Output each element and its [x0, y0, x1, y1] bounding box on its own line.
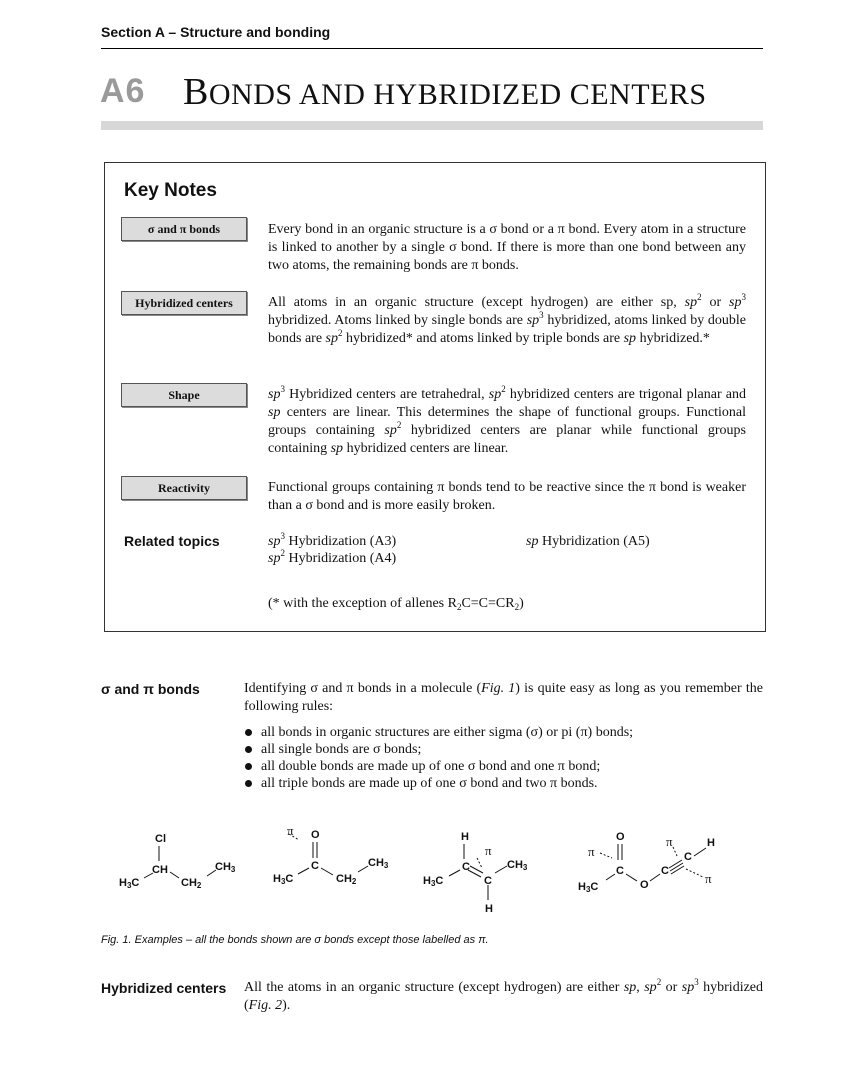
atom-c: C	[462, 861, 470, 873]
svg-text:CH3: CH3	[368, 857, 389, 870]
note-label-shape: Shape	[121, 383, 247, 407]
atom-cl: Cl	[155, 833, 166, 845]
svg-text:CH2: CH2	[181, 877, 202, 890]
atom-o: O	[616, 831, 625, 843]
sigma-pi-intro: Identifying σ and π bonds in a molecule (Fig. 1) is quite easy as long as you remember the following rules:	[244, 681, 763, 714]
atom-ch3: CH	[507, 859, 523, 871]
note-text-reactivity: Functional groups containing π bonds tend to be reactive since the π bond is weaker than a σ bond and is more easily broken.	[268, 480, 746, 513]
atom-ch2: CH	[336, 873, 352, 885]
related-topic-a4[interactable]: $sp^2$ Hybridization (A4)	[268, 548, 397, 566]
related-topics-label: Related topics	[124, 533, 220, 549]
atom-h3c: H	[578, 881, 586, 893]
svg-text:H3C: H3C	[578, 881, 599, 894]
figure-caption: Fig. 1. Examples – all the bonds shown are σ bonds except those labelled as π.	[101, 934, 489, 946]
related-topic-a5[interactable]: sp Hybridization (A5)	[526, 534, 650, 549]
title-bar	[101, 121, 763, 130]
note-label-hybridized: Hybridized centers	[121, 291, 247, 315]
atom-h: H	[707, 837, 715, 849]
svg-text:CH3: CH3	[507, 859, 528, 872]
chapter-number: A6	[100, 72, 146, 110]
pi-label: π	[485, 843, 492, 858]
atom-h3c: H	[273, 873, 281, 885]
atom-h3c: H	[423, 875, 431, 887]
hybridized-text: All the atoms in an organic structure (except hydrogen) are either sp, $sp^2$ or $sp^3$ hybridized (Fig. 2).	[244, 977, 764, 1013]
atom-c: C	[311, 860, 319, 872]
atom-h: H	[461, 831, 469, 843]
note-text-sigma-pi: Every bond in an organic structure is a σ bond or a π bond. Every atom in a structure is linked to another by a single σ bond. If there is more than one bond between any two atoms, the remaining bonds are π bonds.	[268, 222, 746, 273]
list-item: all double bonds are made up of one σ bond and one π bond;	[244, 758, 633, 775]
pi-label: π	[287, 823, 294, 838]
pi-label: π	[666, 834, 673, 849]
atom-c: C	[661, 865, 669, 877]
section-header: Section A – Structure and bonding	[101, 24, 331, 40]
related-topic-a3[interactable]: $sp^3$ Hybridization (A3)	[268, 531, 397, 549]
note-label-reactivity: Reactivity	[121, 476, 247, 500]
atom-ch3: CH	[215, 861, 231, 873]
atom-c: C	[616, 865, 624, 877]
atom-ch2: CH	[181, 877, 197, 889]
atom-o: O	[311, 829, 320, 841]
sigma-pi-heading: σ and π bonds	[101, 681, 200, 697]
list-item: all bonds in organic structures are either sigma (σ) or pi (π) bonds;	[244, 724, 633, 741]
atom-o: O	[640, 879, 649, 891]
atom-h3c: H	[119, 877, 127, 889]
atom-ch: CH	[152, 864, 168, 876]
svg-text:H3C: H3C	[119, 877, 140, 890]
key-notes-heading: Key Notes	[124, 180, 217, 201]
atom-c: C	[484, 875, 492, 887]
pi-label: π	[705, 871, 712, 886]
list-item: all triple bonds are made up of one σ bond and two π bonds.	[244, 775, 633, 792]
atom-ch3: CH	[368, 857, 384, 869]
allene-note: (* with the exception of allenes $R_2C=C=CR_2$)	[268, 596, 524, 612]
header-rule	[101, 48, 763, 49]
hybridized-heading: Hybridized centers	[101, 980, 227, 996]
note-label-sigma-pi: σ and π bonds	[121, 217, 247, 241]
atom-h: H	[485, 903, 493, 915]
pi-label: π	[588, 844, 595, 859]
figure-1-molecules	[100, 818, 780, 918]
atom-c: C	[684, 851, 692, 863]
svg-text:H3C: H3C	[273, 873, 294, 886]
svg-text:CH3: CH3	[215, 861, 236, 874]
svg-text:H3C: H3C	[423, 875, 444, 888]
list-item: all single bonds are σ bonds;	[244, 741, 633, 758]
svg-text:CH2: CH2	[336, 873, 357, 886]
rules-list	[244, 724, 633, 792]
note-text-shape: $sp^3$ Hybridized centers are tetrahedral, $sp^2$ hybridized centers are trigonal planar and sp centers are linear. This determines the shape of functional groups. Functional groups containing $sp^2$ hybridized centers are planar while functional groups containing sp hybridized centers are linear.	[268, 384, 746, 456]
note-text-hybridized: All atoms in an organic structure (except hydrogen) are either sp, $sp^2$ or $sp^3$ hybridized. Atoms linked by single bonds are $sp^3$ hybridized, atoms linked by double bonds are $sp^2$ hybridized* and atoms linked by triple bonds are sp hybridized.*	[268, 292, 746, 346]
chapter-title: BONDS AND HYBRIDIZED CENTERS	[183, 71, 707, 113]
